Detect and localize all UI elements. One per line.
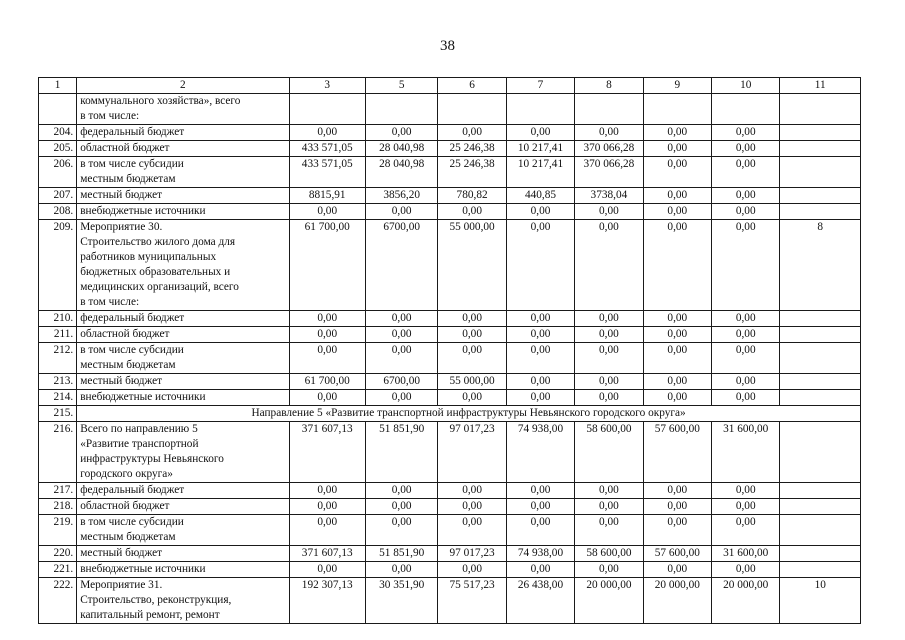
- description-line: в том числе субсидии: [80, 516, 184, 528]
- description-line: коммунального хозяйства», всего: [80, 95, 241, 107]
- table-row: [39, 94, 861, 125]
- row-number: 222.: [39, 578, 77, 624]
- section-row: [39, 406, 861, 422]
- value-cell: 0,00: [438, 515, 506, 546]
- table-row: [39, 125, 861, 141]
- column-header: 1: [39, 78, 77, 94]
- value-cell: 0,00: [643, 515, 711, 546]
- row-number: 220.: [39, 546, 77, 562]
- row-description: [77, 578, 289, 624]
- row-description: [77, 125, 289, 141]
- table-row: [39, 390, 861, 406]
- row-number: 207.: [39, 188, 77, 204]
- table-row: [39, 311, 861, 327]
- value-cell: 0,00: [575, 220, 643, 311]
- description-line: местным бюджетам: [80, 359, 176, 371]
- column-header: 9: [643, 78, 711, 94]
- value-cell: 0,00: [365, 390, 437, 406]
- table-row: [39, 422, 861, 483]
- reference-cell: [780, 343, 861, 374]
- value-cell: 0,00: [712, 204, 780, 220]
- description-line: в том числе:: [80, 296, 140, 308]
- value-cell: 0,00: [365, 562, 437, 578]
- description-line: местный бюджет: [80, 547, 163, 559]
- value-cell: 0,00: [438, 390, 506, 406]
- value-cell: [506, 94, 574, 125]
- value-cell: 0,00: [712, 390, 780, 406]
- value-cell: 0,00: [506, 125, 574, 141]
- value-cell: 0,00: [289, 327, 365, 343]
- value-cell: 8815,91: [289, 188, 365, 204]
- value-cell: 58 600,00: [575, 422, 643, 483]
- row-description: [77, 374, 289, 390]
- value-cell: 370 066,28: [575, 157, 643, 188]
- description-line: капитальный ремонт, ремонт: [80, 609, 220, 621]
- reference-cell: [780, 327, 861, 343]
- description-line: городского округа»: [80, 468, 173, 480]
- value-cell: 0,00: [575, 343, 643, 374]
- value-cell: 0,00: [289, 390, 365, 406]
- value-cell: 192 307,13: [289, 578, 365, 624]
- row-number: 206.: [39, 157, 77, 188]
- value-cell: 0,00: [643, 220, 711, 311]
- table-row: [39, 327, 861, 343]
- column-header: 8: [575, 78, 643, 94]
- table-header-row: [39, 78, 861, 94]
- value-cell: 0,00: [506, 343, 574, 374]
- reference-cell: [780, 499, 861, 515]
- value-cell: 0,00: [365, 343, 437, 374]
- row-description: [77, 499, 289, 515]
- value-cell: 75 517,23: [438, 578, 506, 624]
- description-line: в том числе субсидии: [80, 158, 184, 170]
- reference-cell: 10: [780, 578, 861, 624]
- value-cell: 51 851,90: [365, 546, 437, 562]
- section-title: Направление 5 «Развитие транспортной инфраструктуры Невьянского городского округа»: [77, 406, 861, 422]
- value-cell: 0,00: [506, 220, 574, 311]
- reference-cell: [780, 141, 861, 157]
- value-cell: 0,00: [643, 327, 711, 343]
- description-line: федеральный бюджет: [80, 126, 185, 138]
- value-cell: 0,00: [575, 374, 643, 390]
- value-cell: 0,00: [575, 327, 643, 343]
- value-cell: 97 017,23: [438, 546, 506, 562]
- value-cell: 0,00: [438, 311, 506, 327]
- value-cell: 0,00: [712, 220, 780, 311]
- reference-cell: [780, 188, 861, 204]
- row-description: [77, 562, 289, 578]
- row-description: [77, 327, 289, 343]
- value-cell: 0,00: [289, 515, 365, 546]
- value-cell: 0,00: [438, 483, 506, 499]
- value-cell: 370 066,28: [575, 141, 643, 157]
- value-cell: 0,00: [712, 188, 780, 204]
- description-line: местный бюджет: [80, 189, 163, 201]
- description-line: внебюджетные источники: [80, 205, 206, 217]
- value-cell: [289, 94, 365, 125]
- table-row: [39, 499, 861, 515]
- row-number: 219.: [39, 515, 77, 546]
- value-cell: 0,00: [643, 125, 711, 141]
- reference-cell: [780, 125, 861, 141]
- value-cell: 0,00: [506, 204, 574, 220]
- value-cell: 10 217,41: [506, 141, 574, 157]
- value-cell: 74 938,00: [506, 422, 574, 483]
- row-description: [77, 188, 289, 204]
- value-cell: 0,00: [712, 483, 780, 499]
- value-cell: 25 246,38: [438, 141, 506, 157]
- value-cell: 74 938,00: [506, 546, 574, 562]
- description-line: Всего по направлению 5: [80, 423, 198, 435]
- value-cell: 0,00: [575, 483, 643, 499]
- value-cell: 780,82: [438, 188, 506, 204]
- value-cell: 0,00: [575, 562, 643, 578]
- description-line: внебюджетные источники: [80, 563, 206, 575]
- value-cell: [712, 94, 780, 125]
- value-cell: 61 700,00: [289, 374, 365, 390]
- value-cell: 0,00: [506, 515, 574, 546]
- value-cell: 31 600,00: [712, 546, 780, 562]
- value-cell: 0,00: [643, 311, 711, 327]
- row-description: [77, 311, 289, 327]
- table-row: [39, 141, 861, 157]
- value-cell: 0,00: [712, 374, 780, 390]
- row-description: [77, 546, 289, 562]
- row-number: 210.: [39, 311, 77, 327]
- reference-cell: [780, 562, 861, 578]
- value-cell: 0,00: [438, 327, 506, 343]
- row-number: [39, 94, 77, 125]
- value-cell: 0,00: [712, 515, 780, 546]
- reference-cell: 8: [780, 220, 861, 311]
- table-row: [39, 188, 861, 204]
- description-line: в том числе:: [80, 110, 140, 122]
- column-header: 7: [506, 78, 574, 94]
- value-cell: 0,00: [643, 483, 711, 499]
- value-cell: [365, 94, 437, 125]
- table-row: [39, 578, 861, 624]
- row-number: 205.: [39, 141, 77, 157]
- value-cell: 0,00: [575, 204, 643, 220]
- row-description: [77, 220, 289, 311]
- value-cell: 0,00: [712, 125, 780, 141]
- description-line: местным бюджетам: [80, 531, 176, 543]
- description-line: «Развитие транспортной: [80, 438, 199, 450]
- table-row: [39, 220, 861, 311]
- column-header: 11: [780, 78, 861, 94]
- value-cell: [643, 94, 711, 125]
- value-cell: 0,00: [506, 562, 574, 578]
- value-cell: 51 851,90: [365, 422, 437, 483]
- value-cell: 61 700,00: [289, 220, 365, 311]
- reference-cell: [780, 157, 861, 188]
- value-cell: 0,00: [506, 483, 574, 499]
- value-cell: 6700,00: [365, 220, 437, 311]
- row-description: [77, 94, 289, 125]
- description-line: внебюджетные источники: [80, 391, 206, 403]
- reference-cell: [780, 390, 861, 406]
- table-row: [39, 515, 861, 546]
- table-row: [39, 204, 861, 220]
- reference-cell: [780, 422, 861, 483]
- budget-table: [38, 77, 861, 624]
- value-cell: 97 017,23: [438, 422, 506, 483]
- value-cell: 28 040,98: [365, 157, 437, 188]
- value-cell: 440,85: [506, 188, 574, 204]
- description-line: местным бюджетам: [80, 173, 176, 185]
- column-header: 3: [289, 78, 365, 94]
- description-line: работников муниципальных: [80, 251, 217, 263]
- value-cell: 0,00: [289, 343, 365, 374]
- row-description: [77, 141, 289, 157]
- value-cell: 0,00: [506, 374, 574, 390]
- table-row: [39, 562, 861, 578]
- value-cell: 0,00: [712, 562, 780, 578]
- page-number: 38: [440, 38, 455, 54]
- value-cell: 0,00: [438, 204, 506, 220]
- row-number: 214.: [39, 390, 77, 406]
- value-cell: 0,00: [712, 499, 780, 515]
- description-line: Мероприятие 30.: [80, 221, 163, 233]
- reference-cell: [780, 515, 861, 546]
- row-number: 208.: [39, 204, 77, 220]
- value-cell: 0,00: [438, 499, 506, 515]
- description-line: Строительство, реконструкция,: [80, 594, 232, 606]
- value-cell: 0,00: [712, 343, 780, 374]
- row-description: [77, 157, 289, 188]
- reference-cell: [780, 483, 861, 499]
- row-description: [77, 483, 289, 499]
- value-cell: 0,00: [289, 204, 365, 220]
- value-cell: 20 000,00: [575, 578, 643, 624]
- value-cell: 3738,04: [575, 188, 643, 204]
- value-cell: 0,00: [438, 343, 506, 374]
- value-cell: 0,00: [575, 311, 643, 327]
- value-cell: 0,00: [575, 390, 643, 406]
- value-cell: 0,00: [643, 188, 711, 204]
- description-line: областной бюджет: [80, 328, 170, 340]
- value-cell: 0,00: [365, 125, 437, 141]
- row-description: [77, 204, 289, 220]
- value-cell: 57 600,00: [643, 422, 711, 483]
- reference-cell: [780, 204, 861, 220]
- column-header: 5: [365, 78, 437, 94]
- value-cell: 0,00: [289, 562, 365, 578]
- value-cell: 0,00: [643, 562, 711, 578]
- value-cell: 0,00: [643, 157, 711, 188]
- description-line: областной бюджет: [80, 142, 170, 154]
- value-cell: 0,00: [365, 311, 437, 327]
- value-cell: 371 607,13: [289, 422, 365, 483]
- value-cell: 28 040,98: [365, 141, 437, 157]
- value-cell: 55 000,00: [438, 374, 506, 390]
- reference-cell: [780, 94, 861, 125]
- value-cell: [438, 94, 506, 125]
- description-line: бюджетных образовательных и: [80, 266, 231, 278]
- table-row: [39, 374, 861, 390]
- row-number: 217.: [39, 483, 77, 499]
- row-number: 213.: [39, 374, 77, 390]
- value-cell: 433 571,05: [289, 157, 365, 188]
- value-cell: 0,00: [365, 515, 437, 546]
- value-cell: 0,00: [365, 483, 437, 499]
- row-number: 209.: [39, 220, 77, 311]
- row-number: 212.: [39, 343, 77, 374]
- value-cell: 0,00: [438, 125, 506, 141]
- value-cell: 6700,00: [365, 374, 437, 390]
- description-line: Строительство жилого дома для: [80, 236, 236, 248]
- description-line: в том числе субсидии: [80, 344, 184, 356]
- row-description: [77, 390, 289, 406]
- row-number: 215.: [39, 406, 77, 422]
- row-number: 211.: [39, 327, 77, 343]
- value-cell: 0,00: [712, 311, 780, 327]
- value-cell: 0,00: [712, 157, 780, 188]
- value-cell: 0,00: [506, 327, 574, 343]
- value-cell: 433 571,05: [289, 141, 365, 157]
- description-line: Мероприятие 31.: [80, 579, 163, 591]
- row-number: 221.: [39, 562, 77, 578]
- description-line: инфраструктуры Невьянского: [80, 453, 224, 465]
- value-cell: 0,00: [575, 499, 643, 515]
- table-row: [39, 343, 861, 374]
- reference-cell: [780, 311, 861, 327]
- description-line: местный бюджет: [80, 375, 163, 387]
- value-cell: 0,00: [289, 499, 365, 515]
- column-header: 6: [438, 78, 506, 94]
- value-cell: 20 000,00: [643, 578, 711, 624]
- column-header: 2: [77, 78, 289, 94]
- value-cell: 3856,20: [365, 188, 437, 204]
- value-cell: 55 000,00: [438, 220, 506, 311]
- value-cell: 0,00: [575, 515, 643, 546]
- value-cell: 0,00: [712, 141, 780, 157]
- value-cell: 0,00: [643, 343, 711, 374]
- value-cell: 57 600,00: [643, 546, 711, 562]
- value-cell: 10 217,41: [506, 157, 574, 188]
- value-cell: 0,00: [365, 499, 437, 515]
- value-cell: 0,00: [438, 562, 506, 578]
- value-cell: 0,00: [643, 390, 711, 406]
- value-cell: 0,00: [365, 327, 437, 343]
- row-description: [77, 515, 289, 546]
- row-number: 218.: [39, 499, 77, 515]
- table-row: [39, 483, 861, 499]
- row-number: 204.: [39, 125, 77, 141]
- description-line: медицинских организаций, всего: [80, 281, 239, 293]
- value-cell: 0,00: [506, 311, 574, 327]
- reference-cell: [780, 546, 861, 562]
- value-cell: 0,00: [643, 499, 711, 515]
- value-cell: 0,00: [506, 499, 574, 515]
- value-cell: 0,00: [643, 204, 711, 220]
- value-cell: 0,00: [643, 141, 711, 157]
- reference-cell: [780, 374, 861, 390]
- description-line: федеральный бюджет: [80, 312, 185, 324]
- value-cell: 371 607,13: [289, 546, 365, 562]
- value-cell: 30 351,90: [365, 578, 437, 624]
- row-description: [77, 422, 289, 483]
- value-cell: 0,00: [506, 390, 574, 406]
- row-number: 216.: [39, 422, 77, 483]
- value-cell: 20 000,00: [712, 578, 780, 624]
- column-header: 10: [712, 78, 780, 94]
- value-cell: 0,00: [712, 327, 780, 343]
- value-cell: 58 600,00: [575, 546, 643, 562]
- value-cell: 0,00: [289, 125, 365, 141]
- description-line: федеральный бюджет: [80, 484, 185, 496]
- value-cell: 0,00: [289, 311, 365, 327]
- row-description: [77, 343, 289, 374]
- value-cell: 0,00: [289, 483, 365, 499]
- table-row: [39, 157, 861, 188]
- value-cell: [575, 94, 643, 125]
- value-cell: 25 246,38: [438, 157, 506, 188]
- value-cell: 26 438,00: [506, 578, 574, 624]
- description-line: областной бюджет: [80, 500, 170, 512]
- value-cell: 0,00: [575, 125, 643, 141]
- table-row: [39, 546, 861, 562]
- value-cell: 31 600,00: [712, 422, 780, 483]
- value-cell: 0,00: [643, 374, 711, 390]
- value-cell: 0,00: [365, 204, 437, 220]
